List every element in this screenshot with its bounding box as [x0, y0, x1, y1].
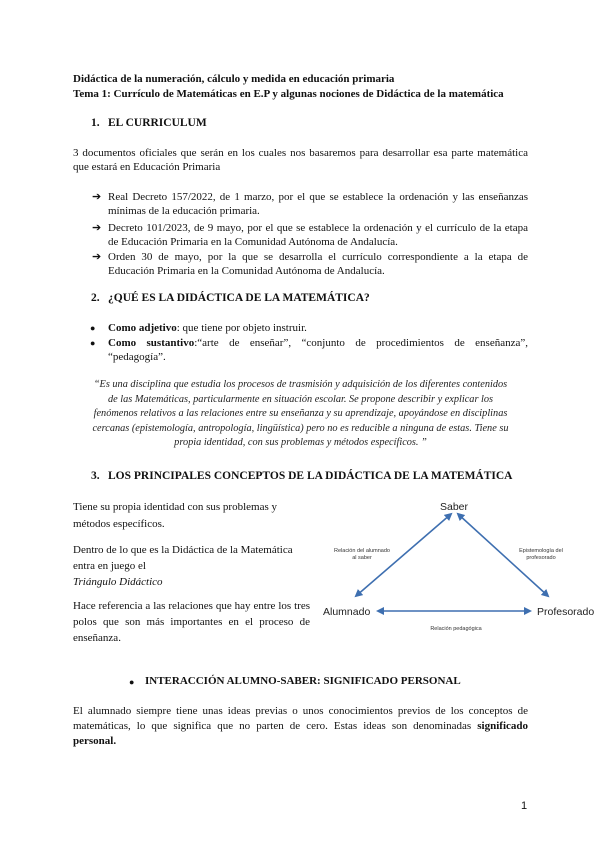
page-number: 1 — [521, 800, 528, 812]
section-1-intro: 3 documentos oficiales que serán en los cuales nos basaremos para desarrollar esa parte matemática que estará en Educación Primaria — [73, 147, 528, 173]
paragraph-line: Tiene su propia identidad con sus problemas y — [73, 501, 277, 513]
didactic-triangle-term: Triángulo Didáctico — [73, 576, 163, 588]
list-item: Real Decreto 157/2022, de 1 marzo, por el que se establece la ordenación y las enseñanzas — [108, 191, 528, 203]
node-students: Alumnado — [323, 606, 371, 618]
list-item: Decreto 101/2023, de 9 mayo, por el que se establece la ordenación y el currículo de la etapa — [108, 222, 528, 234]
bullet-icon: ● — [129, 677, 135, 687]
definition-text: :“arte de enseñar”, “conjunto de procedimientos de enseñanza”, — [194, 337, 528, 349]
list-item-cont: Educación Primaria en la Comunidad Autónoma de Andalucía. — [108, 265, 385, 277]
paragraph — [73, 543, 293, 589]
definition-noun — [108, 336, 528, 350]
bullet-icon: ● — [90, 323, 96, 333]
list-item-cont: de Educación Primaria en la Comunidad Autónoma de Andalucía. — [108, 236, 398, 248]
emphasis: personal. — [73, 735, 117, 747]
paragraph-text: matemáticas, lo que significa que no parten de cero. Estas ideas son denominadas — [73, 720, 472, 732]
edge-label: Relación pedagógica — [430, 626, 482, 632]
edge-label: Epistemología del — [519, 548, 563, 554]
paragraph-line: El alumnado siempre tiene unas ideas previas o unos conocimientos previos de los conceptos de — [73, 705, 528, 717]
edge-label: profesorado — [526, 555, 556, 561]
quote-line: cercanas (epistemología, antropología, lingüística) pero no es reducible a ninguna de estas. Tiene su — [92, 422, 509, 434]
section-1-number: 1. — [91, 117, 100, 129]
section-2-heading: ¿QUÉ ES LA DIDÁCTICA DE LA MATEMÁTICA? — [108, 292, 370, 304]
node-knowledge: Saber — [439, 501, 469, 513]
bullet-icon: ● — [90, 338, 96, 348]
paragraph-line: enseñanza. — [73, 632, 121, 644]
paragraph-line — [73, 719, 528, 733]
paragraph-line: entra en juego el — [73, 560, 146, 572]
document-subtitle: Tema 1: Currículo de Matemáticas en E.P y algunas nociones de Didáctica de la matemática — [73, 88, 504, 100]
edge-label: al saber — [352, 555, 372, 561]
section-3-number: 3. — [91, 470, 100, 482]
paragraph-line: polos que son más importantes en el proceso de — [73, 616, 310, 628]
arrow-icon: ➔ — [92, 191, 102, 203]
list-item-cont: mínimas de la educación primaria. — [108, 205, 260, 217]
arrow-icon: ➔ — [92, 251, 102, 263]
node-teachers: Profesorado — [537, 606, 595, 618]
definition-text: : que tiene por objeto instruir. — [176, 322, 307, 334]
paragraph-line: Dentro de lo que es la Didáctica de la Matemática — [73, 544, 293, 556]
definition-term: Como sustantivo — [108, 337, 195, 349]
section-2-number: 2. — [91, 292, 100, 304]
list-item: Orden 30 de mayo, por la que se desarrolla el currículo correspondiente a la etapa de — [108, 251, 528, 263]
definition-quote — [73, 378, 528, 451]
paragraph-line: métodos específicos. — [73, 518, 165, 530]
subsection-paragraph — [73, 704, 528, 748]
emphasis: significado — [477, 720, 529, 732]
didactic-triangle-diagram — [316, 496, 600, 636]
definition-cont: “pedagogía”. — [108, 351, 166, 363]
definition-adjective — [108, 321, 307, 335]
edge-label: Relación del alumnado — [334, 548, 390, 554]
section-3-heading: LOS PRINCIPALES CONCEPTOS DE LA DIDÁCTICA DE LA MATEMÁTICA — [108, 470, 513, 482]
document-title: Didáctica de la numeración, cálculo y medida en educación primaria — [73, 73, 395, 85]
quote-line: “Es una disciplina que estudia los procesos de trasmisión y adquisición de los diferentes contenidos — [93, 379, 508, 390]
arrow-icon: ➔ — [92, 222, 102, 234]
quote-line: de las Matemáticas, particularmente en situación escolar. Se propone describir y explicar los — [107, 393, 494, 405]
section-1-heading: EL CURRICULUM — [108, 117, 207, 129]
subsection-heading: INTERACCIÓN ALUMNO-SABER: SIGNIFICADO PERSONAL — [145, 675, 461, 687]
definition-term: Como adjetivo — [108, 322, 177, 334]
quote-line: propia identidad, con sus problemas y métodos específicos. ” — [174, 437, 427, 449]
paragraph — [73, 500, 277, 531]
quote-line: fenómenos relativos a las relaciones entre su enseñanza y su aprendizaje, apoyándose en disciplinas — [93, 408, 508, 420]
paragraph — [73, 599, 310, 645]
paragraph-line: Hace referencia a las relaciones que hay entre los tres — [73, 600, 310, 612]
